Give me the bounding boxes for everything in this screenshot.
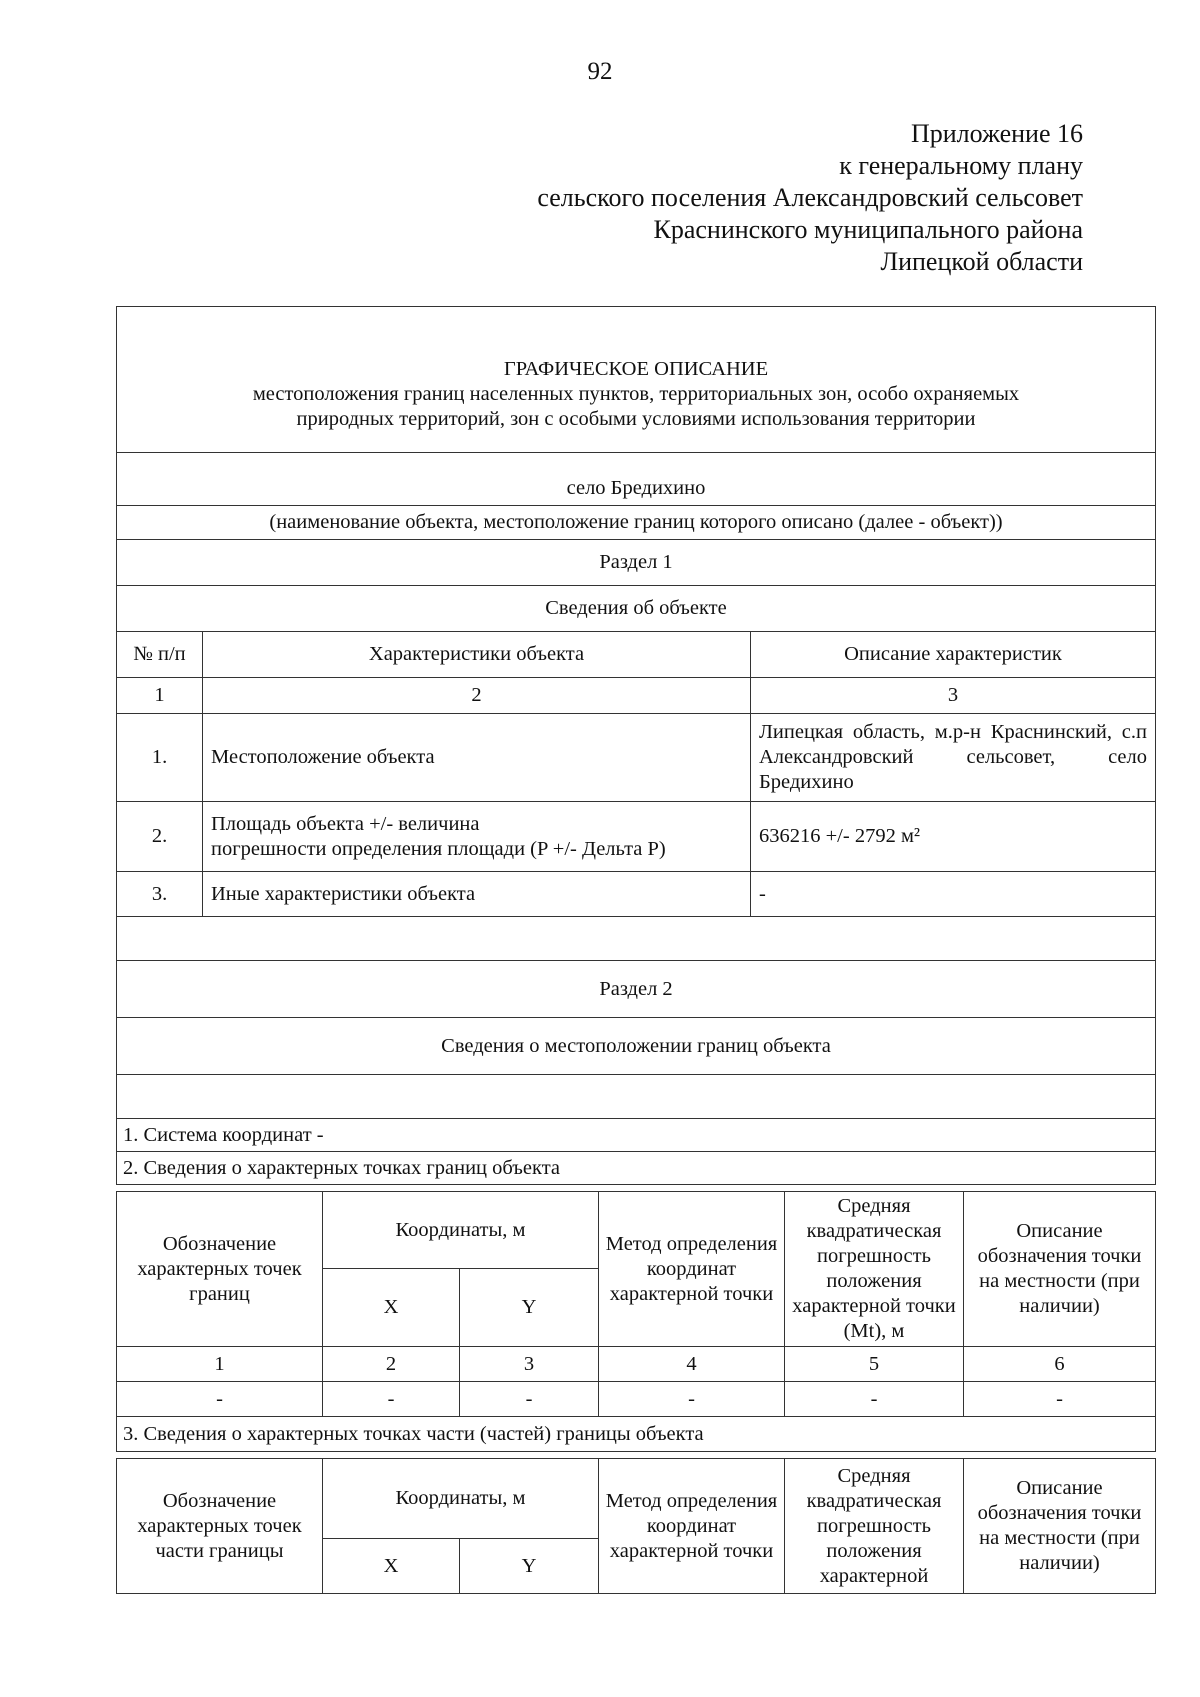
column-number: 1 <box>117 1347 323 1382</box>
section1-title: Раздел 1 <box>117 540 1156 586</box>
characteristic-value: 636216 +/- 2792 м² <box>751 802 1156 872</box>
row-number: 2. <box>117 802 203 872</box>
page-number: 92 <box>587 58 613 85</box>
parts-error-header: Средняя квадратическая погрешность положения характерной <box>785 1459 964 1594</box>
characteristic-name: Иные характеристики объекта <box>203 872 751 917</box>
column-header: Характеристики объекта <box>203 632 751 678</box>
points-col1-header: Обозначение характерных точек границ <box>117 1192 323 1347</box>
empty-row <box>117 1075 1156 1119</box>
appendix-line: к генеральному плану <box>839 151 1083 180</box>
characteristic-value: Липецкая область, м.р-н Краснинский, с.п Александровский сельсовет, село Бредихино <box>751 714 1156 802</box>
characteristic-name <box>203 802 751 872</box>
document-title-cell <box>117 307 1156 453</box>
points-table <box>116 1191 1156 1452</box>
points-method-header: Метод определения координат характерной точки <box>599 1192 785 1347</box>
points-cell: - <box>460 1382 599 1417</box>
points-description-header: Описание обозначения точки на местности (при наличии) <box>964 1192 1156 1347</box>
table-row <box>117 802 1156 872</box>
appendix-line: Липецкой области <box>880 247 1083 276</box>
section1-subtitle: Сведения об объекте <box>117 586 1156 632</box>
column-number: 5 <box>785 1347 964 1382</box>
points-cell: - <box>323 1382 460 1417</box>
parts-coords-header: Координаты, м <box>323 1459 599 1539</box>
parts-x-header: X <box>323 1539 460 1594</box>
parts-method-header: Метод определения координат характерной точки <box>599 1459 785 1594</box>
object-caption: (наименование объекта, местоположение границ которого описано (далее - объект)) <box>117 506 1156 540</box>
table-row <box>117 872 1156 917</box>
column-number: 2 <box>323 1347 460 1382</box>
points-cell: - <box>785 1382 964 1417</box>
appendix-line: сельского поселения Александровский сельсовет <box>537 183 1083 212</box>
section2-subtitle: Сведения о местоположении границ объекта <box>117 1018 1156 1075</box>
points-cell: - <box>117 1382 323 1417</box>
points-cell: - <box>964 1382 1156 1417</box>
parts-description-header: Описание обозначения точки на местности (при наличии) <box>964 1459 1156 1594</box>
parts-title: 3. Сведения о характерных точках части (частей) границы объекта <box>117 1417 1156 1452</box>
parts-col1-header: Обозначение характерных точек части границы <box>117 1459 323 1594</box>
points-title: 2. Сведения о характерных точках границ объекта <box>117 1152 1156 1185</box>
table-row <box>117 1382 1156 1417</box>
document-subtitle: местоположения границ населенных пунктов, территориальных зон, особо охраняемых <box>252 383 1020 405</box>
column-number: 1 <box>117 678 203 714</box>
row-number: 1. <box>117 714 203 802</box>
document-title: ГРАФИЧЕСКОЕ ОПИСАНИЕ <box>503 358 769 380</box>
points-cell: - <box>599 1382 785 1417</box>
column-number: 3 <box>751 678 1156 714</box>
section2-title: Раздел 2 <box>117 961 1156 1018</box>
coordinate-system: 1. Система координат - <box>117 1119 1156 1152</box>
column-number: 6 <box>964 1347 1156 1382</box>
document-subtitle: природных территорий, зон с особыми условиями использования территории <box>296 408 976 430</box>
object-name: село Бредихино <box>117 453 1156 506</box>
column-number: 2 <box>203 678 751 714</box>
points-error-header: Средняя квадратическая погрешность положения характерной точки (Mt), м <box>785 1192 964 1347</box>
column-number: 3 <box>460 1347 599 1382</box>
characteristic-value: - <box>751 872 1156 917</box>
points-x-header: X <box>323 1269 460 1347</box>
characteristic-name: Местоположение объекта <box>203 714 751 802</box>
column-number: 4 <box>599 1347 785 1382</box>
parts-table <box>116 1458 1156 1594</box>
description-table <box>116 306 1156 1185</box>
characteristic-name-line: погрешности определения площади (P +/- Дельта P) <box>211 837 666 860</box>
appendix-line: Приложение 16 <box>910 119 1083 148</box>
points-coords-header: Координаты, м <box>323 1192 599 1269</box>
characteristic-name-line: Площадь объекта +/- величина <box>211 812 480 835</box>
appendix-header <box>537 118 1083 278</box>
column-header: Описание характеристик <box>751 632 1156 678</box>
column-header: № п/п <box>117 632 203 678</box>
parts-y-header: Y <box>460 1539 599 1594</box>
appendix-line: Краснинского муниципального района <box>653 215 1083 244</box>
table-row <box>117 714 1156 802</box>
points-y-header: Y <box>460 1269 599 1347</box>
row-number: 3. <box>117 872 203 917</box>
empty-row <box>117 917 1156 961</box>
